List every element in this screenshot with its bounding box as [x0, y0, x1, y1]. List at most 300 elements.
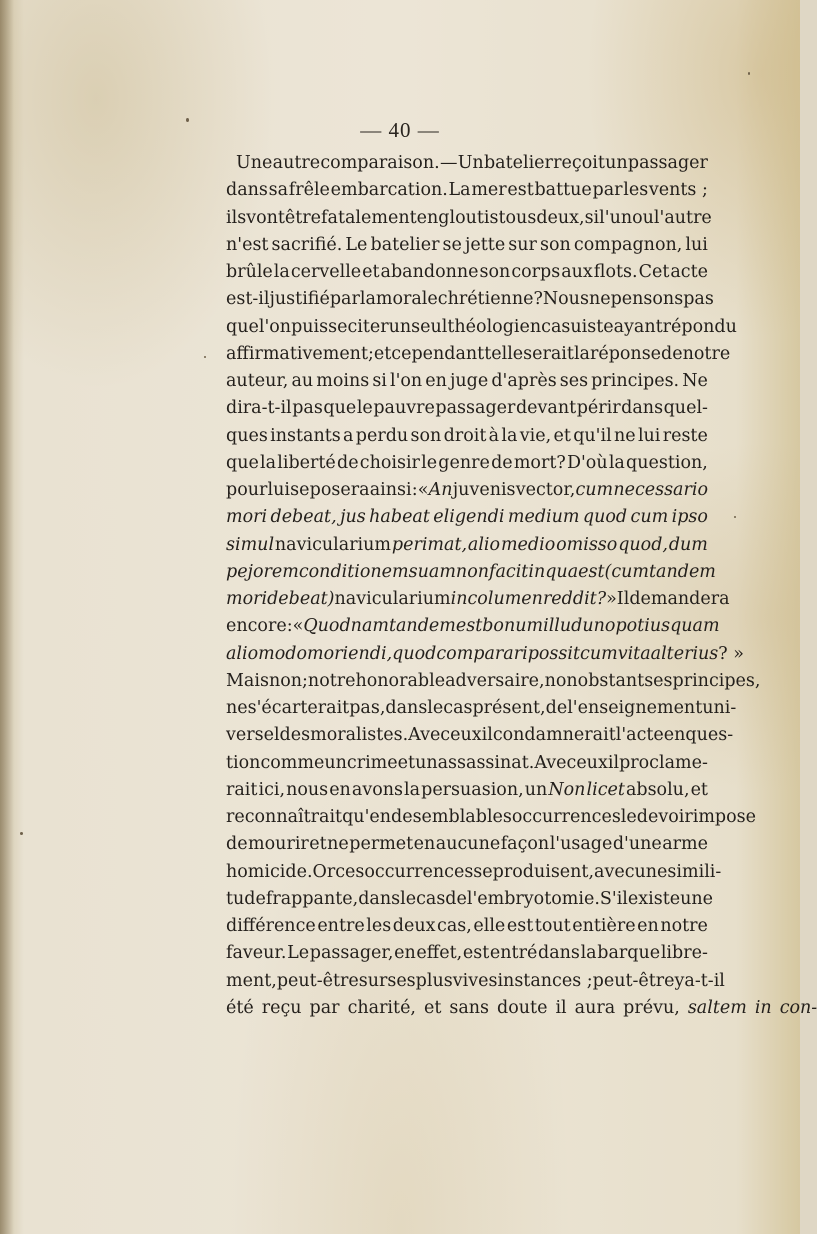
word: mort? — [513, 452, 566, 473]
italic-word: suam — [408, 561, 456, 582]
text-line — [226, 831, 708, 858]
word: ses — [644, 670, 673, 691]
word: tude — [226, 888, 266, 909]
word: ne — [613, 425, 636, 446]
word: s'écarterait — [247, 698, 350, 718]
word: de — [445, 888, 467, 909]
word: théologien — [447, 316, 542, 337]
word: prévu, — [623, 997, 680, 1018]
word: : — [286, 616, 293, 637]
italic-word: medio — [500, 534, 556, 555]
italic-word: con- — [779, 997, 817, 1018]
italic-word: illud — [543, 616, 583, 637]
word: l'acte — [615, 725, 664, 746]
word: cas — [443, 698, 473, 718]
word: le — [427, 698, 444, 718]
word: un — [388, 316, 412, 337]
word: mourir — [248, 834, 309, 855]
text-line — [226, 286, 714, 313]
text-line — [226, 423, 708, 450]
word: de — [545, 698, 568, 718]
word: il — [607, 752, 620, 773]
word: et — [309, 834, 327, 855]
word: répondu — [662, 316, 737, 337]
italic-word: dum — [668, 534, 708, 555]
word: en — [663, 725, 686, 746]
word: en — [394, 943, 416, 964]
word: pas, — [349, 698, 386, 718]
italic-word: incolumen — [450, 589, 543, 609]
italic-word: quod — [582, 507, 628, 528]
word: tous — [498, 207, 537, 228]
word: dans — [385, 698, 428, 718]
word: versel — [226, 725, 280, 746]
text-line — [226, 613, 720, 640]
word: plus — [415, 970, 453, 991]
word: arme — [662, 834, 708, 855]
word: été — [226, 997, 254, 1018]
word: notre — [660, 916, 708, 936]
word: instances ; — [497, 970, 593, 991]
word: occurrences — [511, 807, 621, 827]
text-line — [226, 859, 722, 886]
word: avec — [594, 861, 635, 882]
word: engloutis — [416, 207, 499, 228]
word: et — [690, 779, 708, 800]
word: lui — [685, 234, 708, 255]
paper-speck — [186, 118, 189, 122]
word: navicularium — [274, 534, 392, 555]
word: le — [620, 807, 637, 827]
word: libre- — [660, 943, 708, 964]
word: » — [606, 589, 617, 609]
word: semblables — [412, 807, 512, 827]
word: D'où — [566, 452, 608, 473]
word: effet, — [416, 943, 463, 964]
italic-word: necessario — [613, 480, 708, 500]
italic-word: quod, — [618, 534, 668, 555]
word: Le — [287, 943, 310, 964]
word: est — [507, 180, 534, 201]
word: question, — [626, 452, 708, 473]
word: vents ; — [648, 180, 708, 201]
word: ainsi — [369, 480, 412, 500]
word: principes, — [672, 670, 761, 691]
word: navicularium — [334, 589, 451, 609]
word: seul — [411, 316, 448, 337]
word: en — [413, 834, 436, 855]
word: rait — [226, 779, 258, 800]
word: ses — [387, 970, 416, 991]
word: ils — [226, 207, 247, 228]
page-binding-shadow — [0, 0, 14, 1234]
word: flots. — [593, 262, 638, 282]
word: occurrences — [364, 861, 474, 882]
word: lui — [267, 480, 290, 500]
word: la — [273, 262, 290, 282]
word: compagnon, — [573, 234, 683, 255]
text-line — [226, 641, 744, 668]
word: être — [284, 207, 322, 228]
word: ? » — [718, 643, 744, 664]
word: moins — [316, 371, 370, 391]
italic-word: tandem — [388, 616, 456, 637]
word: différence — [226, 916, 316, 936]
word: aura — [574, 997, 616, 1018]
word: dans — [538, 943, 580, 964]
word: d'une — [612, 834, 662, 855]
text-line — [226, 668, 761, 695]
word: existe — [627, 888, 681, 909]
word: se — [473, 861, 493, 882]
word: ques- — [685, 725, 734, 746]
word: la — [260, 452, 277, 473]
word: la — [359, 289, 376, 310]
word: produisent, — [492, 861, 595, 882]
word: posera — [309, 480, 370, 500]
word: sur — [358, 970, 388, 991]
word: genre — [438, 452, 490, 473]
word: nous — [286, 779, 329, 800]
word: de — [337, 452, 359, 473]
italic-word: Quodnam — [303, 616, 389, 637]
word: ne — [327, 834, 349, 855]
word: brûle — [226, 262, 273, 282]
word: ayant — [613, 316, 663, 337]
word: la — [608, 452, 625, 473]
word: entre — [317, 916, 365, 936]
italic-word: cum — [580, 643, 618, 664]
word: passager — [435, 398, 516, 419]
text-line — [226, 968, 725, 995]
italic-word: debeat) — [267, 589, 335, 609]
word: qu'en — [342, 807, 392, 827]
word: ques — [226, 425, 268, 446]
word: ne — [588, 289, 611, 310]
italic-word: perimat, — [391, 534, 468, 555]
word: se — [290, 480, 310, 500]
word: mer — [471, 180, 507, 201]
italic-word: moriendi, — [307, 643, 393, 664]
word: de — [391, 807, 413, 827]
word: demandera — [629, 589, 730, 609]
word: l'usage — [549, 834, 613, 855]
word: y — [674, 970, 685, 991]
word: un — [524, 779, 548, 800]
word: Avec — [408, 725, 451, 746]
word: un — [415, 752, 438, 773]
text-line — [226, 559, 716, 586]
text-line — [226, 695, 737, 722]
word: l'embryotomie. — [466, 888, 600, 909]
word: par — [309, 997, 340, 1018]
word: en — [425, 371, 447, 391]
word: a — [343, 425, 354, 446]
word: le — [421, 452, 438, 473]
word: liberté — [277, 452, 336, 473]
word: peut-être — [592, 970, 675, 991]
italic-word: in — [754, 997, 772, 1018]
word: faveur. — [226, 943, 287, 964]
italic-word: possit — [527, 643, 581, 664]
word: assassinat. — [437, 752, 535, 773]
italic-word: medium — [507, 507, 580, 528]
word: « — [292, 616, 304, 637]
word: non; — [268, 670, 308, 691]
word: la — [501, 425, 518, 446]
word: et — [373, 343, 392, 364]
word: n'est — [226, 234, 269, 255]
italic-word: An — [428, 480, 453, 500]
word: instants — [270, 425, 341, 446]
word: est — [462, 943, 490, 964]
word: auteur, — [226, 371, 289, 391]
italic-word: alio — [467, 534, 501, 555]
word: la — [404, 779, 421, 800]
word: Cet — [638, 262, 670, 282]
word: la — [573, 343, 590, 364]
word: à — [488, 425, 500, 446]
italic-word: quam — [670, 616, 720, 637]
word: simili- — [667, 861, 722, 882]
italic-word: mori — [226, 507, 268, 528]
word: la — [580, 943, 597, 964]
paper-speck — [748, 72, 750, 75]
word: — — [439, 153, 458, 173]
word: droit — [443, 425, 487, 446]
word: vector, — [515, 480, 576, 500]
word: vie, — [519, 425, 552, 446]
word: puisse — [291, 316, 348, 337]
word: adversaire, — [445, 670, 545, 691]
word: deux, — [536, 207, 585, 228]
paper-speck — [204, 356, 206, 358]
word: jette — [464, 234, 506, 255]
word: aucune — [435, 834, 501, 855]
text-line — [226, 368, 708, 395]
word: les — [366, 916, 392, 936]
word: d'après — [491, 371, 557, 391]
word: acte — [670, 262, 708, 282]
word: cas — [416, 888, 446, 909]
word: affirmativement; — [226, 343, 374, 364]
word: Un — [457, 153, 484, 173]
word: homicide. — [226, 861, 313, 882]
italic-word: est — [455, 616, 483, 637]
word: passager, — [309, 943, 394, 964]
word: façon — [500, 834, 550, 855]
word: reçu — [261, 997, 302, 1018]
word: peut-être — [276, 970, 359, 991]
italic-word: cum — [575, 480, 614, 500]
word: entière — [572, 916, 636, 936]
italic-word: saltem — [687, 997, 747, 1018]
word: et — [423, 997, 442, 1018]
italic-word: bonum — [482, 616, 544, 637]
word: pensons — [610, 289, 684, 310]
text-line — [226, 477, 708, 504]
word: deux — [392, 916, 436, 936]
word: encore — [226, 616, 287, 637]
word: l'autre — [653, 207, 712, 228]
text-line — [226, 259, 708, 286]
word: en — [637, 916, 659, 936]
word: avons — [351, 779, 403, 800]
word: reste — [662, 425, 708, 446]
word: La — [448, 180, 471, 201]
word: par — [329, 289, 360, 310]
word: charité, — [347, 997, 416, 1018]
word: il — [481, 725, 493, 746]
word: que — [323, 398, 357, 419]
text-line — [226, 395, 708, 422]
word: eux — [450, 725, 482, 746]
text-line — [226, 314, 737, 341]
word: une — [680, 888, 713, 909]
word: périr — [576, 398, 621, 419]
word: par — [592, 180, 623, 201]
word: fatalement — [321, 207, 417, 228]
word: devoir — [636, 807, 693, 827]
word: au — [291, 371, 314, 391]
text-line — [226, 232, 708, 259]
word: : — [411, 480, 418, 500]
word: Avec — [534, 752, 577, 773]
word: son — [540, 234, 571, 255]
word: barque — [597, 943, 661, 964]
italic-word: modo — [258, 643, 308, 664]
word: battue — [534, 180, 592, 201]
word: sacrifié. — [271, 234, 343, 255]
italic-word: uno — [582, 616, 616, 637]
word: Or — [312, 861, 336, 882]
word: quel- — [663, 398, 708, 419]
italic-word: cum — [630, 507, 669, 528]
word: a-t-il — [684, 970, 725, 991]
word: réponse — [589, 343, 662, 364]
word: pauvre — [373, 398, 435, 419]
text-line — [226, 913, 708, 940]
word: se — [442, 234, 462, 255]
word: l'un — [599, 207, 633, 228]
word: ici, — [258, 779, 286, 800]
word: passager — [627, 153, 708, 173]
word: lui — [637, 425, 661, 446]
paper-speck — [20, 832, 23, 835]
word: que — [226, 316, 259, 337]
word: des — [279, 725, 311, 746]
word: honorable — [355, 670, 446, 691]
word: sa — [268, 180, 289, 201]
text-line — [226, 504, 708, 531]
word: nonobstant — [544, 670, 645, 691]
word: il — [555, 997, 567, 1018]
word: son — [479, 262, 511, 282]
word: telle — [484, 343, 524, 364]
word: son — [410, 425, 442, 446]
italic-word: quod — [392, 643, 437, 664]
italic-word: non — [455, 561, 489, 582]
word: en — [329, 779, 351, 800]
text-line — [226, 940, 708, 967]
word: ment, — [226, 970, 277, 991]
italic-word: est — [578, 561, 605, 582]
word: absolu, — [625, 779, 690, 800]
word: eux — [576, 752, 608, 773]
word: cependant — [391, 343, 485, 364]
italic-word: reddit? — [542, 589, 607, 609]
italic-word: (cum — [604, 561, 650, 582]
text-line — [226, 722, 734, 749]
word: choisir — [359, 452, 420, 473]
text-line — [226, 532, 708, 559]
word: notre — [682, 343, 731, 364]
word: sans — [449, 997, 490, 1018]
italic-word: alterius — [650, 643, 719, 664]
text-line — [226, 804, 756, 831]
italic-word: omisso — [556, 534, 618, 555]
word: l'on — [389, 371, 423, 391]
italic-word: conditionem — [298, 561, 409, 582]
word: notre — [307, 670, 356, 691]
word: vont — [246, 207, 285, 228]
word: Il — [616, 589, 630, 609]
word: présent, — [472, 698, 546, 718]
word: de — [226, 834, 248, 855]
word: comme — [260, 752, 325, 773]
word: entré — [489, 943, 538, 964]
word: ses — [559, 371, 589, 391]
word: l'enseignement — [567, 698, 703, 718]
word: permet — [349, 834, 414, 855]
word: perdu — [355, 425, 409, 446]
word: Mais — [226, 670, 269, 691]
italic-word: qua — [545, 561, 579, 582]
body-paragraph — [226, 150, 817, 1022]
word: est — [506, 916, 534, 936]
word: reconnaîtrait — [226, 807, 343, 827]
word: juge — [449, 371, 489, 391]
word: qu'il — [573, 425, 612, 446]
word: reçoit — [553, 153, 605, 173]
italic-word: eligendi — [433, 507, 505, 528]
word: cervelle — [290, 262, 362, 282]
word: sur — [508, 234, 537, 255]
italic-word: facit — [489, 561, 529, 582]
italic-word: licet — [586, 779, 625, 800]
word: batelier — [483, 153, 553, 173]
text-line — [226, 150, 708, 177]
text-line — [226, 750, 708, 777]
word: et — [553, 425, 571, 446]
word: les — [623, 180, 649, 201]
italic-word: simul — [226, 534, 275, 555]
word: est-il — [226, 289, 270, 310]
italic-word: debeat, — [270, 507, 337, 528]
word: crime — [346, 752, 398, 773]
word: batelier — [370, 234, 440, 255]
word: doute — [497, 997, 548, 1018]
word: dans — [226, 180, 268, 201]
word: vives — [452, 970, 498, 991]
word: Ne — [682, 371, 708, 391]
word: impose — [692, 807, 756, 827]
word: pour — [226, 480, 268, 500]
word: tion — [226, 752, 261, 773]
word: pas — [292, 398, 323, 419]
word: pas — [683, 289, 714, 310]
word: elle — [473, 916, 506, 936]
